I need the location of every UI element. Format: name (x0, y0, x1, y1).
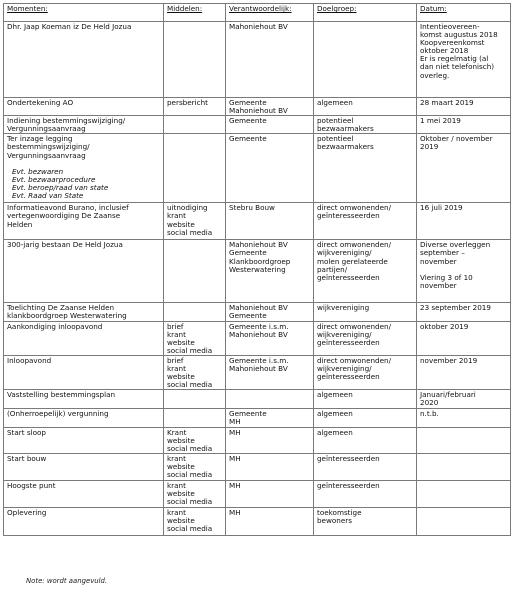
communication-plan-table (3, 3, 511, 536)
cell-middelen (164, 409, 226, 427)
table-row (4, 390, 511, 409)
cell-doelgroep (314, 203, 417, 240)
cell-doelgroep (314, 507, 417, 535)
cell-verantwoordelijk (226, 22, 314, 98)
doelgroep-line: direct omwonenden/ (317, 355, 392, 365)
middelen-line: krant (167, 480, 186, 490)
datum-line: oktober 2019 (420, 321, 469, 331)
datum-line: Diverse overleggen (420, 240, 491, 250)
cell-middelen (164, 453, 226, 480)
doelgroep-line: geïnteresseerden (317, 372, 380, 382)
datum-line: 28 maart 2019 (420, 98, 474, 107)
cell-verantwoordelijk (226, 507, 314, 535)
middelen-line: social media (167, 469, 213, 479)
moment-line: Helden (7, 219, 33, 229)
cell-middelen (164, 321, 226, 355)
verantwoordelijk-line: Gemeente (229, 134, 267, 144)
doelgroep-line: geïnteresseerden (317, 211, 380, 221)
middelen-line: Krant (167, 427, 187, 437)
cell-middelen (164, 116, 226, 134)
cell-datum (417, 390, 511, 409)
datum-line: n.t.b. (420, 409, 439, 419)
middelen-line: website (167, 219, 195, 229)
cell-datum (417, 427, 511, 453)
cell-moment (4, 390, 164, 409)
datum-line: Koopvereenkomst (420, 38, 485, 48)
cell-datum (417, 22, 511, 98)
cell-datum (417, 240, 511, 303)
moment-sub-line: Evt. Raad van State (12, 190, 84, 200)
moment-sub-line: Evt. bezwaarprocedure (12, 174, 96, 184)
middelen-line: website (167, 515, 195, 525)
datum-line: oktober 2018 (420, 46, 469, 56)
middelen-line: krant (167, 364, 186, 374)
table-row (4, 303, 511, 321)
cell-verantwoordelijk (226, 321, 314, 355)
doelgroep-line: algemeen (317, 427, 353, 437)
cell-moment (4, 507, 164, 535)
doelgroep-line: potentieel (317, 116, 354, 126)
moment-line: Toelichting De Zaanse Helden (7, 303, 115, 313)
verantwoordelijk-line: Westerwatering (229, 264, 286, 274)
moment-line: Inloopavond (7, 355, 52, 365)
datum-line: 2020 (420, 398, 439, 408)
doelgroep-line: algemeen (317, 409, 353, 419)
verantwoordelijk-line: Klankboordgroep (229, 256, 291, 266)
cell-datum (417, 480, 511, 507)
datum-line: Oktober / november (420, 134, 493, 144)
cell-datum (417, 507, 511, 535)
moment-line: Ter inzage legging (7, 134, 73, 144)
verantwoordelijk-line: Gemeente (229, 248, 267, 258)
doelgroep-line: bewoners (317, 515, 352, 525)
cell-verantwoordelijk (226, 390, 314, 409)
cell-datum (417, 98, 511, 116)
doelgroep-line: algemeen (317, 390, 353, 400)
doelgroep-line: direct omwonenden/ (317, 240, 392, 250)
verantwoordelijk-line: Mahoniehout BV (229, 106, 288, 116)
cell-datum (417, 116, 511, 134)
cell-moment (4, 98, 164, 116)
middelen-line: social media (167, 227, 213, 237)
cell-doelgroep (314, 303, 417, 321)
middelen-line: social media (167, 380, 213, 390)
doelgroep-line: direct omwonenden/ (317, 321, 392, 331)
verantwoordelijk-line: MH (229, 453, 241, 463)
table-row (4, 507, 511, 535)
moment-line: Indiening bestemmingswijziging/ (7, 116, 126, 126)
cell-datum (417, 355, 511, 389)
moment-sub-line: Evt. bezwaren (12, 166, 64, 176)
datum-line: Viering 3 of 10 (420, 272, 473, 282)
moment-line: klankboordgroep Westerwatering (7, 311, 127, 321)
header-middelen: Middelen: (164, 4, 226, 22)
cell-moment (4, 409, 164, 427)
verantwoordelijk-line: MH (229, 480, 241, 490)
header-verantwoordelijk: Verantwoordelijk: (226, 4, 314, 22)
cell-verantwoordelijk (226, 480, 314, 507)
table-row (4, 321, 511, 355)
doelgroep-line: wijkvereniging (317, 303, 370, 313)
cell-middelen (164, 390, 226, 409)
cell-moment (4, 427, 164, 453)
table-row (4, 116, 511, 134)
cell-middelen (164, 480, 226, 507)
middelen-line: uitnodiging (167, 203, 208, 213)
table-row (4, 240, 511, 303)
cell-doelgroep (314, 22, 417, 98)
cell-doelgroep (314, 98, 417, 116)
verantwoordelijk-line: Mahoniehout BV (229, 240, 288, 250)
cell-datum (417, 321, 511, 355)
cell-verantwoordelijk (226, 98, 314, 116)
cell-doelgroep (314, 480, 417, 507)
verantwoordelijk-line: MH (229, 417, 241, 427)
cell-middelen (164, 427, 226, 453)
table-row (4, 134, 511, 203)
cell-verantwoordelijk (226, 240, 314, 303)
verantwoordelijk-line: Gemeente (229, 409, 267, 419)
moment-line: Vergunningsaanvraag (7, 124, 86, 134)
datum-line: komst augustus 2018 (420, 30, 498, 40)
doelgroep-line: bezwaarmakers (317, 142, 374, 152)
datum-line: september – (420, 248, 465, 258)
datum-line: dan niet telefonisch) (420, 62, 495, 72)
cell-doelgroep (314, 427, 417, 453)
cell-moment (4, 355, 164, 389)
moment-line: Oplevering (7, 507, 47, 517)
moment-line: Start bouw (7, 453, 47, 463)
datum-line: november (420, 256, 457, 266)
table-row (4, 427, 511, 453)
verantwoordelijk-line: Mahoniehout BV (229, 364, 288, 374)
verantwoordelijk-line: MH (229, 507, 241, 517)
cell-verantwoordelijk (226, 303, 314, 321)
moment-line: bestemmingswijziging/ (7, 142, 90, 152)
middelen-line: social media (167, 443, 213, 453)
middelen-line: krant (167, 453, 186, 463)
middelen-line: website (167, 435, 195, 445)
verantwoordelijk-line: Stebru Bouw (229, 203, 275, 213)
doelgroep-line: algemeen (317, 98, 353, 107)
cell-moment (4, 303, 164, 321)
cell-middelen (164, 134, 226, 203)
header-doelgroep: Doelgroep: (314, 4, 417, 22)
cell-doelgroep (314, 134, 417, 203)
datum-line: overleg. (420, 70, 450, 80)
cell-middelen (164, 203, 226, 240)
table-header-row (4, 4, 511, 22)
cell-datum (417, 134, 511, 203)
doelgroep-line: geïnteresseerden (317, 337, 380, 347)
middelen-line: krant (167, 329, 186, 339)
moment-line: Informatieavond Burano, inclusief (7, 203, 129, 213)
verantwoordelijk-line: Mahoniehout BV (229, 22, 288, 31)
moment-line: 300-jarig bestaan De Held Jozua (7, 240, 123, 250)
middelen-line: social media (167, 345, 213, 355)
table-row (4, 98, 511, 116)
cell-doelgroep (314, 240, 417, 303)
middelen-line: krant (167, 507, 186, 517)
header-datum: Datum: (417, 4, 511, 22)
cell-middelen (164, 507, 226, 535)
cell-middelen (164, 98, 226, 116)
doelgroep-line: molen gerelateerde (317, 256, 388, 266)
cell-middelen (164, 240, 226, 303)
doelgroep-line: potentieel (317, 134, 354, 144)
cell-doelgroep (314, 116, 417, 134)
cell-doelgroep (314, 453, 417, 480)
verantwoordelijk-line: Mahoniehout BV (229, 329, 288, 339)
middelen-line: social media (167, 496, 213, 506)
cell-doelgroep (314, 321, 417, 355)
cell-datum (417, 409, 511, 427)
datum-line: Januari/februari (420, 390, 476, 400)
datum-line: 1 mei 2019 (420, 116, 461, 126)
doelgroep-line: geïnteresseerden (317, 453, 380, 463)
cell-doelgroep (314, 390, 417, 409)
table-row (4, 22, 511, 98)
doelgroep-line: partijen/ (317, 264, 348, 274)
middelen-line: website (167, 488, 195, 498)
datum-line: Intentieovereen- (420, 22, 480, 31)
cell-verantwoordelijk (226, 453, 314, 480)
verantwoordelijk-line: Mahoniehout BV (229, 303, 288, 313)
cell-moment (4, 134, 164, 203)
cell-moment (4, 22, 164, 98)
cell-verantwoordelijk (226, 203, 314, 240)
moment-line: Vergunningsaanvraag (7, 150, 86, 160)
middelen-line: website (167, 372, 195, 382)
moment-line: Vaststelling bestemmingsplan (7, 390, 116, 400)
moment-line: Dhr. Jaap Koeman iz De Held Jozua (7, 22, 132, 31)
cell-verantwoordelijk (226, 116, 314, 134)
moment-line: Start sloop (7, 427, 46, 437)
middelen-line: brief (167, 355, 184, 365)
moment-line: Hoogste punt (7, 480, 56, 490)
doelgroep-line: bezwaarmakers (317, 124, 374, 134)
cell-moment (4, 240, 164, 303)
datum-line: november 2019 (420, 355, 478, 365)
cell-datum (417, 453, 511, 480)
table-row (4, 480, 511, 507)
verantwoordelijk-line: Gemeente (229, 116, 267, 126)
cell-moment (4, 321, 164, 355)
table-row (4, 355, 511, 389)
doelgroep-line: geïnteresseerden (317, 480, 380, 490)
datum-line: 23 september 2019 (420, 303, 491, 313)
cell-verantwoordelijk (226, 409, 314, 427)
verantwoordelijk-line: Gemeente i.s.m. (229, 355, 289, 365)
datum-line: Er is regelmatig (al (420, 54, 489, 64)
cell-doelgroep (314, 355, 417, 389)
middelen-line: website (167, 461, 195, 471)
table-row (4, 409, 511, 427)
doelgroep-line: toekomstige (317, 507, 362, 517)
cell-middelen (164, 303, 226, 321)
cell-moment (4, 480, 164, 507)
table-row (4, 203, 511, 240)
moment-sub-line: Evt. beroep/raad van state (12, 182, 109, 192)
table-row (4, 453, 511, 480)
moment-line: Ondertekening AO (7, 98, 74, 107)
cell-datum (417, 203, 511, 240)
middelen-line: persbericht (167, 98, 208, 107)
cell-verantwoordelijk (226, 134, 314, 203)
cell-moment (4, 453, 164, 480)
moment-line: (Onherroepelijk) vergunning (7, 409, 109, 419)
middelen-line: krant (167, 211, 186, 221)
footnote: Note: wordt aangevuld. (26, 577, 108, 585)
middelen-line: brief (167, 321, 184, 331)
middelen-line: social media (167, 523, 213, 533)
verantwoordelijk-line: MH (229, 427, 241, 437)
doelgroep-line: geïnteresseerden (317, 272, 380, 282)
cell-verantwoordelijk (226, 427, 314, 453)
middelen-line: website (167, 337, 195, 347)
datum-line: 2019 (420, 142, 439, 152)
doelgroep-line: direct omwonenden/ (317, 203, 392, 213)
doelgroep-line: wijkvereniging/ (317, 329, 372, 339)
verantwoordelijk-line: Gemeente (229, 311, 267, 321)
cell-moment (4, 116, 164, 134)
cell-middelen (164, 355, 226, 389)
datum-line: 16 juli 2019 (420, 203, 463, 213)
cell-moment (4, 203, 164, 240)
doelgroep-line: wijkvereniging/ (317, 364, 372, 374)
cell-middelen (164, 22, 226, 98)
datum-line: november (420, 280, 457, 290)
cell-doelgroep (314, 409, 417, 427)
verantwoordelijk-line: Gemeente i.s.m. (229, 321, 289, 331)
verantwoordelijk-line: Gemeente (229, 98, 267, 107)
cell-datum (417, 303, 511, 321)
moment-line: vertegenwoordiging De Zaanse (7, 211, 121, 221)
header-momenten: Momenten: (4, 4, 164, 22)
cell-verantwoordelijk (226, 355, 314, 389)
doelgroep-line: wijkvereniging/ (317, 248, 372, 258)
moment-line: Aankondiging inloopavond (7, 321, 103, 331)
